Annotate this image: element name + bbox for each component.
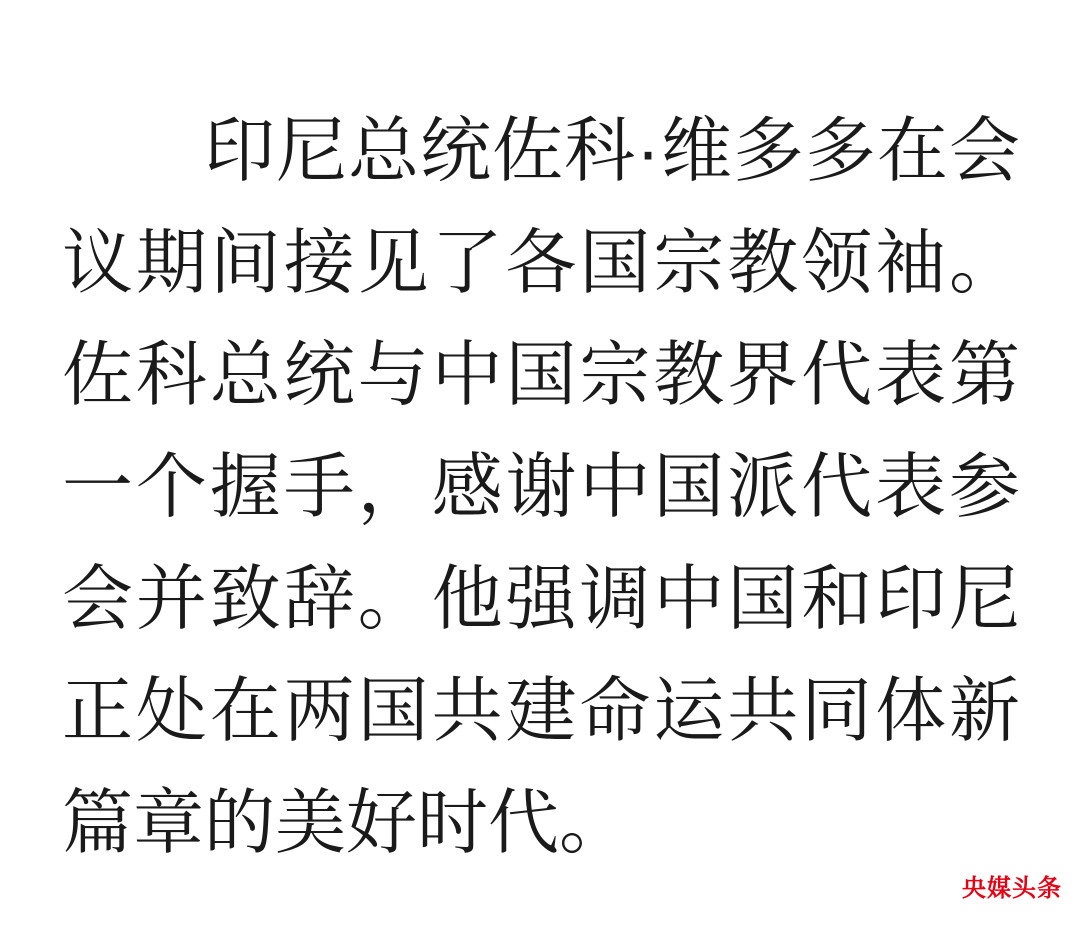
watermark-label: 央媒头条 xyxy=(962,875,1062,902)
article-body xyxy=(62,96,1020,880)
article-paragraph: 印尼总统佐科·维多多在会议期间接见了各国宗教领袖。佐科总统与中国宗教界代表第一个握手，感谢中国派代表参会并致辞。他强调中国和印尼正处在两国共建命运共同体新篇章的美好时代。 xyxy=(62,112,1020,863)
